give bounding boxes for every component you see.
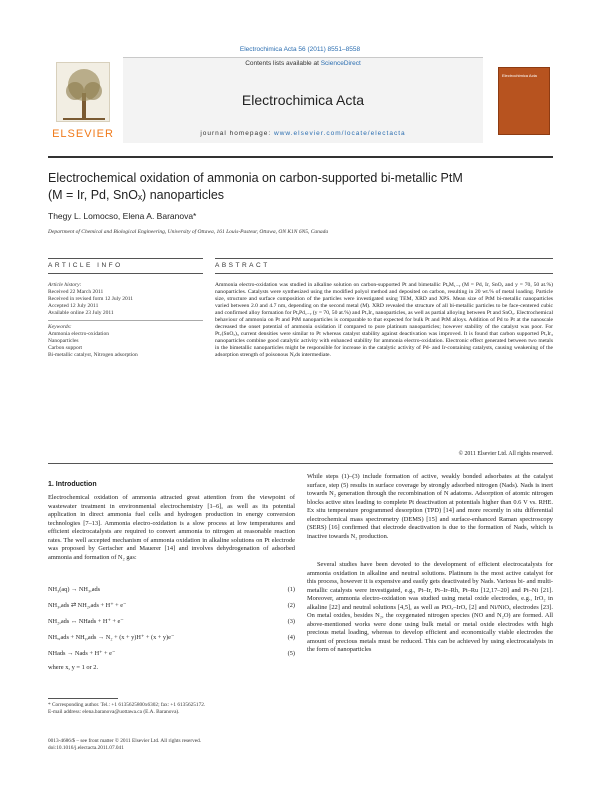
article-title (48, 170, 553, 204)
info-divider-top (48, 258, 203, 259)
history-item: Received in revised form 12 July 2011 (48, 296, 134, 302)
journal-reference[interactable]: Electrochimica Acta 56 (2011) 8551–8558 (239, 46, 361, 53)
history-item: Received 22 March 2011 (48, 289, 104, 295)
header-divider (48, 156, 553, 158)
journal-cover (498, 67, 550, 135)
elsevier-tree-icon (56, 62, 110, 122)
header-band (123, 57, 483, 143)
footnote-divider (48, 698, 118, 699)
title-line-2: (M = Ir, Pd, SnOₓ) nanoparticles (48, 188, 225, 202)
equation-5 (48, 650, 295, 660)
affiliation: Department of Chemical and Biological Engineering, University of Ottawa, 161 Louis-Pasteur, Ottawa, ON K1N 6N5, Canada (48, 229, 329, 235)
abstract-heading: ABSTRACT (215, 262, 270, 269)
keyword-item: Bi-metallic catalyst, Nitrogen adsorption (48, 352, 138, 358)
title-line-1: Electrochemical oxidation of ammonia on carbon-supported bi-metallic PtM (48, 171, 463, 185)
abstract-divider-bottom (48, 463, 553, 464)
homepage-prefix: journal homepage: (200, 130, 274, 137)
intro-col2-paragraph-2: Several studies have been devoted to the development of efficient electrocatalysts for ammonia oxidation in alkaline and neutral solutions. Platinum is the most active catalyst for this process, however it is expensive and easily gets deactivated by Nads. Various bi- and multi-metallic catalysts were investigated, e.g., Pt–Ir, Pt–Ir–Rh, Pt–Ru [12,17–20] and Pt–Ni [21]. Moreover, ammonia electro-oxidation was studied using metal oxide electrodes, e.g., IrO₂ in alkaline [22] and neutral solutions [4,5], as well as PtOₓ–IrOₓ [2] and Ni/NiOₓ electrodes [23]. On metal oxides, besides N₂, the oxygenated nitrogen species (NO and N₂O) are formed. All above-mentioned works were done using bulk metal or metal oxide electrodes with high precious metal loading, whereas to develop efficient and economically viable electrodes the amount of precious metals must be reduced. This can be achieved by using electrocatalysts in the form of nanoparticles (307, 561, 553, 654)
sciencedirect-link[interactable]: ScienceDirect (320, 60, 361, 67)
cover-title: Electrochimica Acta (502, 73, 537, 78)
equation-expression: NH₃(aq) → NH₃,ads (48, 586, 101, 593)
equation-expression: NHₓ,ads + NHᵧ,ads → N₂ + (x + y)H⁺ + (x + y)e⁻ (48, 634, 175, 641)
equation-expression: NH₂,ads ↔ NHads + H⁺ + e⁻ (48, 618, 124, 625)
issn-block (48, 738, 295, 752)
history-item: Accepted 12 July 2011 (48, 303, 99, 309)
authors: Thegy L. Lomocso, Elena A. Baranova* (48, 211, 197, 221)
equation-1 (48, 586, 295, 596)
equation-number: (4) (287, 634, 295, 641)
equation-3 (48, 618, 295, 628)
history-item: Available online 23 July 2011 (48, 310, 114, 316)
homepage-line (123, 130, 483, 137)
publisher-name: ELSEVIER (52, 128, 114, 140)
keyword-item: Nanoparticles (48, 338, 79, 344)
journal-title: Electrochimica Acta (241, 92, 365, 108)
equation-expression: NHads → Nads + H⁺ + e⁻ (48, 650, 116, 657)
keywords (48, 324, 203, 359)
elsevier-logo (48, 62, 118, 142)
equation-expression: NH₃,ads ⇄ NH₂,ads + H⁺ + e⁻ (48, 602, 127, 609)
keyword-item: Ammonia electro-oxidation (48, 331, 109, 337)
equation-number: (5) (287, 650, 295, 657)
contents-prefix: Contents lists available at (245, 60, 321, 67)
abstract-divider-mid (215, 273, 553, 274)
contents-line (123, 60, 483, 67)
abstract-divider-top (215, 258, 553, 259)
info-divider-keywords (48, 320, 203, 321)
footnotes (48, 702, 295, 716)
equation-note: where x, y = 1 or 2. (48, 664, 99, 671)
equation-number: (1) (287, 586, 295, 593)
article-info-heading: ARTICLE INFO (48, 262, 123, 269)
homepage-link[interactable]: www.elsevier.com/locate/electacta (274, 130, 406, 137)
journal-header (48, 57, 553, 155)
abstract-text: Ammonia electro-oxidation was studied in alkaline solution on carbon-supported Pt and bimetallic PtₓM₁₋ᵧ (M = Pd, Ir, SnOₓ and y = 70, 50 at.%) nanoparticles. Catalysts were synthesized using the modified polyol method and deposited on carbon, resulting in 20 wt.% of metal loading. Particle size, structure and surface composition of the particles were investigated using TEM, XRD and XPS. Mean size of PtM bi-metallic nanoparticles varied between 2.0 and 4.7 nm, depending on the second metal (M). XRD revealed the structure of all bi-metallic particles to be face-centered cubic and confirmed alloy formation for PtᵧPd₁₋ᵧ (y = 70, 50 at.%) and Pt₇Ir₃ nanoparticles, as well as partial alloying between Pt and SnOₓ. Electrochemical behaviour of ammonia on Pt and PtM nanoparticles is comparable to that expected for bulk Pt and PtM alloys. Addition of Pd to Pt at the nanoscale decreased the onset potential of ammonia oxidation if compared to pure platinum nanoparticles; however stability of the catalyst was poor. For Pt₇(SnOₓ)₃ current densities were similar to Pt whereas catalyst stability against deactivation was improved. It is found that carbon supported Pt₇Ir₃ nanoparticles combine good catalytic activity with enhanced stability for ammonia electro-oxidation. Electronic effect generated between two metals in the bimetallic nanoparticles might be responsible for increase in the catalytic activity of Pd- and Ir-containing catalysts, causing weakening of the adsorption strength of poisonous Nₐds intermediate. (215, 282, 553, 359)
issn-line: 0013-4686/$ – see front matter © 2011 Elsevier Ltd. All rights reserved. (48, 738, 202, 744)
equation-4 (48, 634, 295, 644)
keyword-item: Carbon support (48, 345, 83, 351)
corresponding-author-note: * Corresponding author. Tel.: +1 6135625800x6302; fax: +1 6135625172. (48, 702, 206, 708)
history-label: Article history: (48, 282, 82, 288)
doi-link[interactable]: doi:10.1016/j.electacta.2011.07.041 (48, 745, 124, 751)
equation-2 (48, 602, 295, 612)
intro-col2-paragraph-1: While steps (1)–(3) include formation of active, weakly bonded adsorbates at the catalyst surface, step (5) results in surface coverage by strongly adsorbed nitrogen (Nads). Nads is inert towards N₂ generation through the recombination of N adatoms. Adsorption of atomic nitrogen blocks active sites leading to complete Pt deactivation at potentials higher than 0.6 V vs. RHE. Ex situ temperature programmed desorption (TPD) [14] and more recently in situ differential electrochemical mass spectrometry (DEMS) [15] and surface-enhanced Raman spectroscopy (SERS) [16] confirmed that electrode deactivation is due to the formation of Nads, which is inactive towards N₂ production. (307, 473, 553, 540)
intro-paragraph-1: Electrochemical oxidation of ammonia attracted great attention from the viewpoint of wastewater treatment in environmental electrochemistry [1–6], as well as its potential application in direct ammonia fuel cells and hydrogen production in energy conversion technologies [7–13]. Ammonia electro-oxidation is a slow process at low temperatures and efficient electrocatalysts are required to convert ammonia to nitrogen at reasonable reaction rates. The well accepted mechanism of ammonia oxidation in alkaline solutions on Pt electrode was proposed by Gerischer and Mauerer [14] and involves dehydrogenation of adsorbed ammonia and formation of N₂ gas: (48, 494, 295, 561)
section-heading-introduction: 1. Introduction (48, 481, 97, 488)
equation-number: (3) (287, 618, 295, 625)
equation-number: (2) (287, 602, 295, 609)
email-note[interactable]: E-mail address: elena.baranova@uottawa.ca (E.A. Baranova). (48, 709, 180, 715)
info-divider-mid (48, 273, 203, 274)
keywords-label: Keywords: (48, 324, 72, 330)
abstract-copyright: © 2011 Elsevier Ltd. All rights reserved. (458, 451, 553, 457)
article-history (48, 282, 203, 317)
